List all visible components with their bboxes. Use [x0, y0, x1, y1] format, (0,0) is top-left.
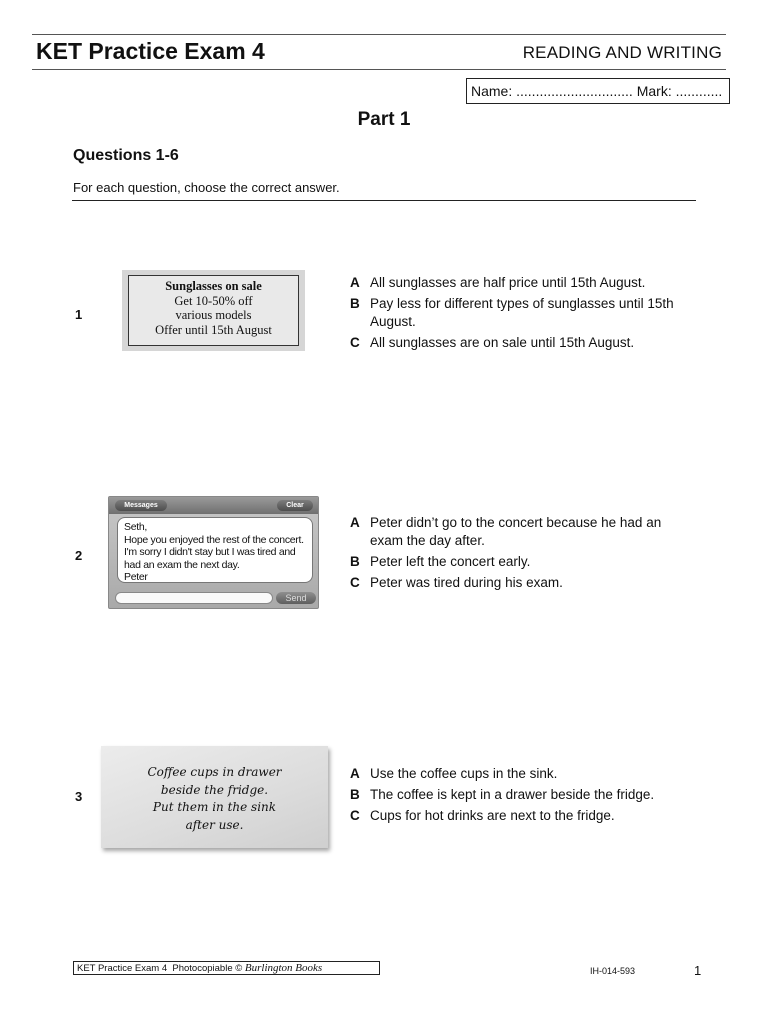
note-line: beside the fridge. — [160, 782, 269, 797]
footer-photocopiable: Photocopiable © — [172, 963, 243, 974]
message-line: I'm sorry I didn't stay but I was tired and — [124, 546, 296, 558]
option-text: Peter was tired during his exam. — [370, 575, 563, 590]
sign-line: various models — [175, 308, 252, 322]
footer-exam: KET Practice Exam 4 — [77, 963, 168, 974]
footer-box — [73, 961, 380, 975]
message-input — [115, 592, 273, 604]
option-letter: B — [350, 787, 360, 802]
message-line: Peter — [124, 571, 148, 583]
message-line: Hope you enjoyed the rest of the concert. — [124, 533, 304, 546]
option-letter: A — [350, 275, 360, 290]
answer-option[interactable] — [350, 807, 690, 825]
name-mark-box: Name: .............................. Mark: ............ — [466, 78, 730, 104]
note-line: after use. — [185, 817, 244, 832]
answer-option[interactable] — [350, 553, 690, 571]
section-title: READING AND WRITING — [522, 43, 722, 62]
questions-heading: Questions 1-6 — [73, 147, 179, 164]
instruction-text: For each question, choose the correct answer. — [73, 180, 340, 195]
answer-options — [350, 274, 690, 355]
sign-line: Get 10-50% off — [174, 293, 253, 308]
question-number: 1 — [75, 307, 83, 322]
answer-option[interactable] — [350, 786, 690, 804]
question-number: 3 — [75, 789, 83, 804]
top-rule — [32, 34, 726, 35]
clear-button: Clear — [277, 500, 313, 511]
phone-message — [108, 496, 319, 609]
document-code: IH-014-593 — [590, 966, 636, 976]
header-rule — [32, 69, 726, 70]
sticky-note — [101, 746, 328, 848]
page-number: 1 — [694, 963, 702, 978]
option-text: Pay less for different types of sunglasses until 15th August. — [370, 296, 674, 329]
option-letter: B — [350, 296, 360, 311]
answer-option[interactable] — [350, 334, 690, 352]
message-line: had an exam the next day. — [124, 558, 240, 571]
message-bubble — [117, 517, 313, 583]
send-button: Send — [276, 592, 316, 604]
sale-sign-text — [128, 275, 299, 346]
option-letter: C — [350, 808, 360, 823]
option-text: Use the coffee cups in the sink. — [370, 766, 558, 781]
option-letter: A — [350, 766, 360, 781]
answer-option[interactable] — [350, 295, 690, 331]
phone-toolbar — [109, 497, 318, 514]
answer-options — [350, 514, 690, 595]
answer-option[interactable] — [350, 765, 690, 783]
answer-option[interactable] — [350, 514, 690, 550]
note-line: Put them in the sink — [152, 800, 277, 814]
part-heading: Part 1 — [357, 109, 411, 130]
question-number: 2 — [75, 548, 83, 563]
option-text: All sunglasses are on sale until 15th August. — [370, 335, 635, 350]
exam-title: KET Practice Exam 4 — [36, 38, 265, 64]
messages-button: Messages — [115, 500, 167, 511]
sign-title: Sunglasses on sale — [165, 279, 262, 293]
option-text: All sunglasses are half price until 15th August. — [370, 275, 646, 290]
option-letter: C — [350, 575, 360, 590]
message-line: Seth, — [124, 521, 148, 533]
option-letter: A — [350, 515, 360, 530]
option-letter: C — [350, 335, 360, 350]
answer-options — [350, 765, 690, 828]
burlington-logo: Burlington Books — [244, 962, 323, 974]
answer-option[interactable] — [350, 274, 690, 292]
option-text: Cups for hot drinks are next to the fridge. — [370, 808, 615, 823]
sign-line: Offer until 15th August — [155, 322, 272, 337]
option-text: The coffee is kept in a drawer beside the fridge. — [370, 787, 655, 802]
option-text: Peter left the concert early. — [370, 554, 531, 569]
option-text: Peter didn’t go to the concert because he had an exam the day after. — [370, 515, 662, 548]
sale-sign — [122, 270, 305, 351]
note-line: Coffee cups in drawer — [147, 765, 282, 779]
option-letter: B — [350, 554, 360, 569]
answer-option[interactable] — [350, 574, 690, 592]
instruction-rule — [72, 200, 696, 201]
